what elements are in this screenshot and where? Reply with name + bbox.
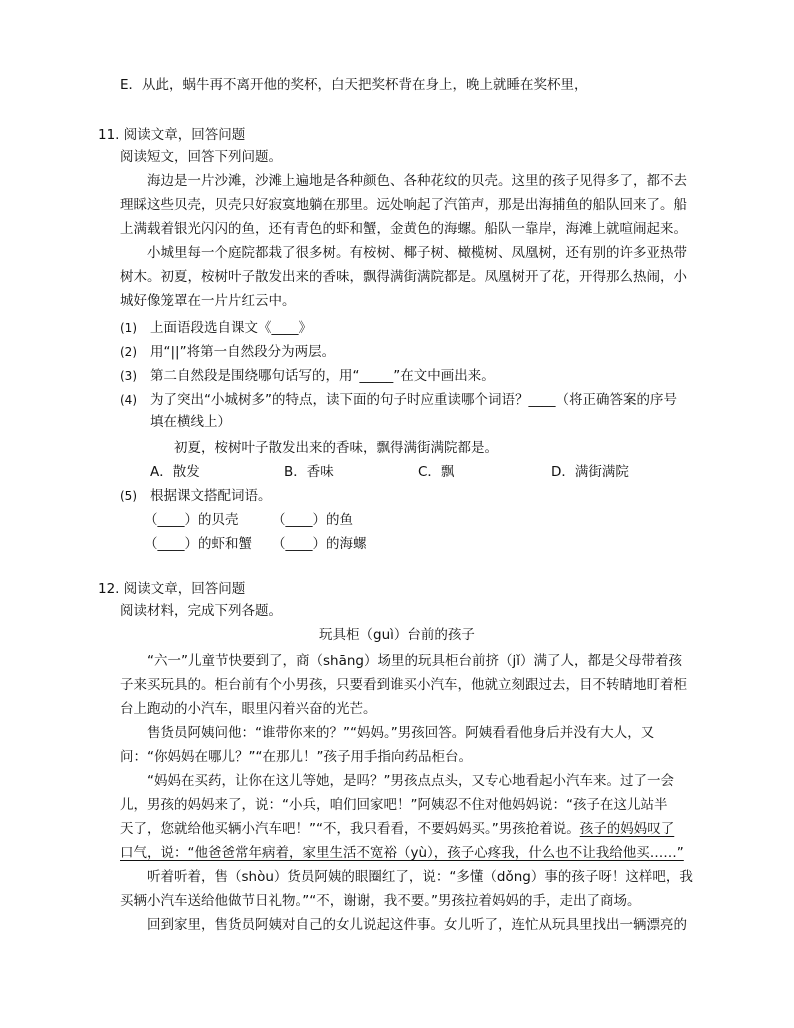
- q11-item4-option-d: D．满街满院: [551, 464, 629, 480]
- q11-item4-sentence: 初夏，桉树叶子散发出来的香味，飘得满街满院都是。: [174, 440, 498, 456]
- q12-line-12: 回到家里，售货员阿姨对自己的女儿说起这件事。女儿听了，连忙从玩具里找出一辆漂亮的: [147, 917, 687, 933]
- q11-header: 11. 阅读文章，回答问题: [98, 127, 246, 143]
- q12-article-title: 玩具柜（guì）台前的孩子: [319, 627, 475, 643]
- prev-option-e: E．从此，蜗牛再不离开他的奖杯，白天把奖杯背在身上，晚上就睡在奖杯里，: [120, 77, 588, 93]
- q11-item3-number: (3): [120, 369, 137, 383]
- q12-instruction: 阅读材料，完成下列各题。: [120, 603, 282, 619]
- q11-item2-text: 用“||”将第一自然段分为两层。: [150, 344, 336, 360]
- q11-match-4: （____）的海螺: [272, 536, 367, 552]
- q11-item1-text: 上面语段选自课文《____》: [150, 320, 312, 336]
- q12-line-5: 问：“你妈妈在哪儿？”“在那儿！”孩子用手指向药品柜台。: [120, 749, 472, 765]
- q11-para2-line2: 树木。初夏，桉树叶子散发出来的香味，飘得满街满院都是。凤凰树开了花，开得那么热闹，小: [120, 269, 687, 285]
- q11-item1-number: (1): [120, 321, 137, 335]
- q12-line-3: 台上跑动的小汽车，眼里闪着兴奋的光芒。: [120, 701, 377, 717]
- q12-line-6: “妈妈在买药，让你在这儿等她，是吗？”男孩点点头，又专心地看起小汽车来。过了一会: [147, 773, 674, 789]
- q11-para1-line1: 海边是一片沙滩，沙滩上遍地是各种颜色、各种花纹的贝壳。这里的孩子见得多了，都不去: [147, 173, 687, 189]
- q11-item4-option-c: C．飘: [418, 464, 455, 480]
- q12-line-11: 买辆小汽车送给他做节日礼物。”“不，谢谢，我不要。”男孩拉着妈妈的手，走出了商场。: [120, 893, 641, 909]
- q11-item5-number: (5): [120, 489, 137, 503]
- q11-item2-number: (2): [120, 345, 137, 359]
- q12-header: 12. 阅读文章，回答问题: [98, 581, 246, 597]
- q12-line-9-underlined: 口气，说：“他爸爸常年病着，家里生活不宽裕（yù），孩子心疼我，什么也不让我给他买……”: [120, 845, 684, 861]
- q11-match-2: （____）的鱼: [272, 512, 353, 528]
- q12-line-10: 听着听着，售（shòu）货员阿姨的眼圈红了，说：“多懂（dǒng）事的孩子呀！这样吧，我: [147, 869, 693, 885]
- q11-para2-line3: 城好像笼罩在一片片红云中。: [120, 293, 296, 309]
- q12-line-4: 售货员阿姨问他：“谁带你来的？”“妈妈。”男孩回答。阿姨看看他身后并没有大人，又: [147, 725, 655, 741]
- q11-item3-text: 第二自然段是围绕哪句话写的，用“_____”在文中画出来。: [150, 368, 495, 384]
- q12-line-8-underlined: 孩子的妈妈叹了: [579, 821, 675, 837]
- q11-para1-line3: 上满载着银光闪闪的鱼，还有青色的虾和蟹，金黄色的海螺。船队一靠岸，海滩上就喧闹起来。: [120, 221, 687, 237]
- q11-match-3: （____）的虾和蟹: [144, 536, 252, 552]
- q12-line-8: [120, 818, 674, 840]
- q11-instruction: 阅读短文，回答下列问题。: [120, 149, 282, 165]
- q11-item4-option-b: B．香味: [284, 464, 334, 480]
- q11-item4-text: 为了突出“小城树多”的特点，读下面的句子时应重读哪个词语？____（将正确答案的序号: [150, 392, 677, 408]
- q11-item4-option-a: A．散发: [150, 464, 200, 480]
- q11-para1-line2: 理睬这些贝壳，贝壳只好寂寞地躺在那里。远处响起了汽笛声，那是出海捕鱼的船队回来了。船: [120, 197, 687, 213]
- q12-line-1: “六一”儿童节快要到了，商（shāng）场里的玩具柜台前挤（jǐ）满了人，都是父母带着孩: [147, 653, 682, 669]
- q11-para2-line1: 小城里每一个庭院都栽了很多树。有桉树、椰子树、橄榄树、凤凰树，还有别的许多亚热带: [147, 245, 687, 261]
- q12-line-7: 儿，男孩的妈妈来了，说：“小兵，咱们回家吧！”阿姨忍不住对他妈妈说：“孩子在这儿站半: [120, 797, 668, 813]
- q11-item4-text-cont: 填在横线上）: [150, 414, 231, 430]
- q11-match-1: （____）的贝壳: [144, 512, 239, 528]
- q12-line-2: 子来买玩具的。柜台前有个小男孩，只要看到谁买小汽车，他就立刻跟过去，目不转睛地盯着柜: [120, 677, 687, 693]
- q11-item5-text: 根据课文搭配词语。: [150, 488, 272, 504]
- q11-item4-number: (4): [120, 393, 137, 407]
- q12-line-8-plain: 天了，您就给他买辆小汽车吧！”“不，我只看看，不要妈妈买。”男孩抢着说。: [120, 821, 580, 837]
